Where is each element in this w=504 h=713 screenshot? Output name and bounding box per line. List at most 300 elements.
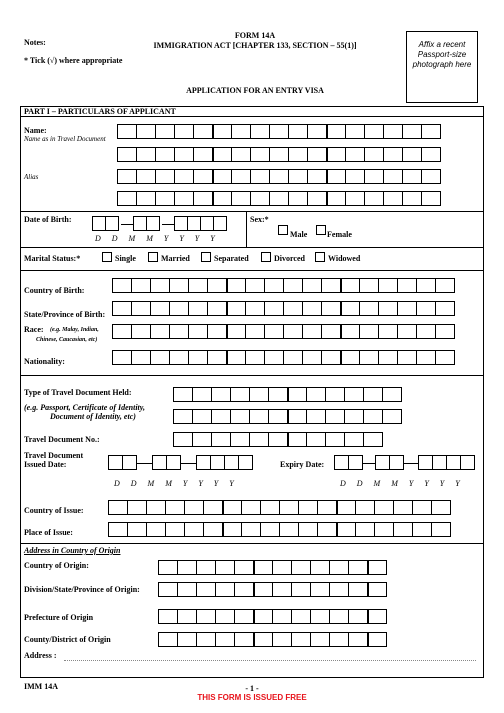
char-box[interactable]	[212, 169, 232, 184]
char-box[interactable]	[264, 350, 284, 365]
char-box[interactable]	[177, 560, 197, 575]
char-box[interactable]	[397, 278, 417, 293]
char-box[interactable]	[435, 350, 455, 365]
char-box[interactable]	[241, 522, 261, 537]
char-box[interactable]	[402, 147, 422, 162]
char-box[interactable]	[288, 191, 308, 206]
marital-separated-checkbox[interactable]	[201, 252, 211, 262]
char-box[interactable]	[131, 350, 151, 365]
char-box[interactable]	[264, 278, 284, 293]
expiry-year-boxes[interactable]	[418, 455, 475, 470]
char-box[interactable]	[174, 169, 194, 184]
char-box[interactable]	[165, 522, 185, 537]
char-box[interactable]	[108, 522, 128, 537]
char-box[interactable]	[446, 455, 461, 470]
char-box[interactable]	[158, 632, 178, 647]
char-box[interactable]	[112, 324, 132, 339]
char-box[interactable]	[416, 278, 436, 293]
char-box[interactable]	[146, 216, 160, 231]
char-box[interactable]	[291, 582, 311, 597]
marital-divorced-checkbox[interactable]	[261, 252, 271, 262]
char-box[interactable]	[393, 500, 413, 515]
char-box[interactable]	[193, 191, 213, 206]
char-box[interactable]	[329, 582, 349, 597]
char-box[interactable]	[184, 522, 204, 537]
expiry-day-boxes[interactable]	[334, 455, 363, 470]
char-box[interactable]	[402, 124, 422, 139]
char-box[interactable]	[250, 169, 270, 184]
char-box[interactable]	[325, 432, 345, 447]
char-box[interactable]	[136, 124, 156, 139]
char-box[interactable]	[329, 560, 349, 575]
char-box[interactable]	[345, 147, 365, 162]
char-box[interactable]	[192, 409, 212, 424]
char-box[interactable]	[136, 147, 156, 162]
char-box[interactable]	[131, 301, 151, 316]
char-box[interactable]	[253, 632, 273, 647]
name-boxes-2[interactable]	[117, 147, 441, 162]
sex-female-checkbox[interactable]	[316, 225, 326, 235]
char-box[interactable]	[378, 324, 398, 339]
char-box[interactable]	[133, 216, 147, 231]
char-box[interactable]	[383, 191, 403, 206]
char-box[interactable]	[249, 409, 269, 424]
char-box[interactable]	[272, 632, 292, 647]
char-box[interactable]	[188, 278, 208, 293]
char-box[interactable]	[231, 124, 251, 139]
char-box[interactable]	[317, 500, 337, 515]
char-box[interactable]	[348, 582, 368, 597]
travel-doc-type-boxes-2[interactable]	[173, 409, 402, 424]
char-box[interactable]	[196, 582, 216, 597]
char-box[interactable]	[402, 169, 422, 184]
char-box[interactable]	[260, 522, 280, 537]
char-box[interactable]	[253, 560, 273, 575]
char-box[interactable]	[364, 147, 384, 162]
char-box[interactable]	[173, 387, 193, 402]
char-box[interactable]	[418, 455, 433, 470]
char-box[interactable]	[200, 216, 214, 231]
char-box[interactable]	[222, 500, 242, 515]
dob-day-boxes[interactable]	[92, 216, 119, 231]
char-box[interactable]	[155, 124, 175, 139]
char-box[interactable]	[364, 124, 384, 139]
char-box[interactable]	[359, 278, 379, 293]
char-box[interactable]	[298, 500, 318, 515]
char-box[interactable]	[234, 582, 254, 597]
sex-male-checkbox[interactable]	[278, 225, 288, 235]
char-box[interactable]	[310, 609, 330, 624]
char-box[interactable]	[169, 301, 189, 316]
char-box[interactable]	[112, 350, 132, 365]
char-box[interactable]	[250, 191, 270, 206]
char-box[interactable]	[302, 350, 322, 365]
state-birth-boxes[interactable]	[112, 301, 455, 316]
char-box[interactable]	[345, 124, 365, 139]
char-box[interactable]	[344, 409, 364, 424]
char-box[interactable]	[127, 500, 147, 515]
country-origin-boxes[interactable]	[158, 560, 387, 575]
char-box[interactable]	[155, 191, 175, 206]
address-line[interactable]	[64, 660, 476, 661]
char-box[interactable]	[326, 191, 346, 206]
char-box[interactable]	[226, 278, 246, 293]
char-box[interactable]	[421, 169, 441, 184]
char-box[interactable]	[340, 301, 360, 316]
char-box[interactable]	[230, 387, 250, 402]
char-box[interactable]	[193, 169, 213, 184]
char-box[interactable]	[310, 632, 330, 647]
char-box[interactable]	[150, 301, 170, 316]
char-box[interactable]	[112, 278, 132, 293]
char-box[interactable]	[155, 147, 175, 162]
char-box[interactable]	[212, 147, 232, 162]
char-box[interactable]	[329, 609, 349, 624]
char-box[interactable]	[307, 124, 327, 139]
char-box[interactable]	[174, 191, 194, 206]
char-box[interactable]	[283, 278, 303, 293]
char-box[interactable]	[288, 147, 308, 162]
country-birth-boxes[interactable]	[112, 278, 455, 293]
char-box[interactable]	[364, 191, 384, 206]
county-boxes[interactable]	[158, 632, 387, 647]
char-box[interactable]	[150, 278, 170, 293]
char-box[interactable]	[288, 124, 308, 139]
char-box[interactable]	[222, 522, 242, 537]
char-box[interactable]	[291, 560, 311, 575]
char-box[interactable]	[288, 169, 308, 184]
char-box[interactable]	[136, 169, 156, 184]
dob-month-boxes[interactable]	[133, 216, 160, 231]
char-box[interactable]	[158, 560, 178, 575]
char-box[interactable]	[245, 324, 265, 339]
char-box[interactable]	[231, 147, 251, 162]
char-box[interactable]	[226, 324, 246, 339]
char-box[interactable]	[169, 350, 189, 365]
char-box[interactable]	[340, 278, 360, 293]
char-box[interactable]	[310, 582, 330, 597]
char-box[interactable]	[283, 350, 303, 365]
char-box[interactable]	[169, 324, 189, 339]
char-box[interactable]	[383, 147, 403, 162]
char-box[interactable]	[211, 409, 231, 424]
char-box[interactable]	[224, 455, 239, 470]
char-box[interactable]	[382, 387, 402, 402]
char-box[interactable]	[212, 124, 232, 139]
char-box[interactable]	[196, 560, 216, 575]
char-box[interactable]	[238, 455, 253, 470]
char-box[interactable]	[367, 609, 387, 624]
marital-single-checkbox[interactable]	[102, 252, 112, 262]
char-box[interactable]	[112, 301, 132, 316]
char-box[interactable]	[249, 387, 269, 402]
char-box[interactable]	[117, 147, 137, 162]
char-box[interactable]	[321, 301, 341, 316]
char-box[interactable]	[302, 324, 322, 339]
division-boxes[interactable]	[158, 582, 387, 597]
char-box[interactable]	[306, 387, 326, 402]
char-box[interactable]	[298, 522, 318, 537]
char-box[interactable]	[203, 500, 223, 515]
char-box[interactable]	[203, 522, 223, 537]
char-box[interactable]	[226, 301, 246, 316]
char-box[interactable]	[184, 500, 204, 515]
char-box[interactable]	[382, 409, 402, 424]
char-box[interactable]	[326, 124, 346, 139]
char-box[interactable]	[393, 522, 413, 537]
char-box[interactable]	[250, 124, 270, 139]
char-box[interactable]	[435, 324, 455, 339]
char-box[interactable]	[268, 409, 288, 424]
char-box[interactable]	[158, 609, 178, 624]
char-box[interactable]	[269, 191, 289, 206]
char-box[interactable]	[306, 432, 326, 447]
char-box[interactable]	[321, 278, 341, 293]
char-box[interactable]	[211, 387, 231, 402]
char-box[interactable]	[177, 582, 197, 597]
char-box[interactable]	[92, 216, 106, 231]
char-box[interactable]	[193, 124, 213, 139]
char-box[interactable]	[421, 191, 441, 206]
char-box[interactable]	[122, 455, 137, 470]
char-box[interactable]	[196, 609, 216, 624]
char-box[interactable]	[146, 522, 166, 537]
char-box[interactable]	[383, 124, 403, 139]
char-box[interactable]	[431, 522, 451, 537]
char-box[interactable]	[158, 582, 178, 597]
char-box[interactable]	[249, 432, 269, 447]
char-box[interactable]	[131, 278, 151, 293]
char-box[interactable]	[402, 191, 422, 206]
char-box[interactable]	[187, 216, 201, 231]
char-box[interactable]	[234, 560, 254, 575]
char-box[interactable]	[215, 609, 235, 624]
char-box[interactable]	[345, 191, 365, 206]
char-box[interactable]	[193, 147, 213, 162]
char-box[interactable]	[421, 124, 441, 139]
char-box[interactable]	[291, 609, 311, 624]
char-box[interactable]	[177, 632, 197, 647]
char-box[interactable]	[334, 455, 349, 470]
char-box[interactable]	[207, 278, 227, 293]
char-box[interactable]	[383, 169, 403, 184]
char-box[interactable]	[174, 147, 194, 162]
char-box[interactable]	[253, 582, 273, 597]
char-box[interactable]	[108, 455, 123, 470]
char-box[interactable]	[230, 409, 250, 424]
char-box[interactable]	[174, 124, 194, 139]
char-box[interactable]	[117, 169, 137, 184]
char-box[interactable]	[374, 500, 394, 515]
char-box[interactable]	[169, 278, 189, 293]
char-box[interactable]	[359, 301, 379, 316]
char-box[interactable]	[279, 522, 299, 537]
char-box[interactable]	[329, 632, 349, 647]
char-box[interactable]	[355, 500, 375, 515]
char-box[interactable]	[264, 301, 284, 316]
char-box[interactable]	[272, 609, 292, 624]
char-box[interactable]	[432, 455, 447, 470]
char-box[interactable]	[155, 169, 175, 184]
char-box[interactable]	[207, 324, 227, 339]
photo-box[interactable]	[406, 31, 478, 103]
char-box[interactable]	[363, 409, 383, 424]
char-box[interactable]	[359, 324, 379, 339]
char-box[interactable]	[321, 324, 341, 339]
char-box[interactable]	[264, 324, 284, 339]
char-box[interactable]	[307, 147, 327, 162]
alias-boxes-1[interactable]	[117, 169, 441, 184]
char-box[interactable]	[287, 432, 307, 447]
char-box[interactable]	[177, 609, 197, 624]
race-boxes[interactable]	[112, 324, 455, 339]
char-box[interactable]	[272, 560, 292, 575]
char-box[interactable]	[207, 350, 227, 365]
char-box[interactable]	[210, 455, 225, 470]
char-box[interactable]	[231, 191, 251, 206]
char-box[interactable]	[211, 432, 231, 447]
char-box[interactable]	[317, 522, 337, 537]
char-box[interactable]	[412, 522, 432, 537]
char-box[interactable]	[192, 432, 212, 447]
char-box[interactable]	[367, 582, 387, 597]
char-box[interactable]	[196, 632, 216, 647]
issued-year-boxes[interactable]	[196, 455, 253, 470]
char-box[interactable]	[307, 169, 327, 184]
char-box[interactable]	[435, 278, 455, 293]
char-box[interactable]	[174, 216, 188, 231]
char-box[interactable]	[416, 350, 436, 365]
marital-widowed-checkbox[interactable]	[315, 252, 325, 262]
char-box[interactable]	[340, 324, 360, 339]
char-box[interactable]	[146, 500, 166, 515]
char-box[interactable]	[230, 432, 250, 447]
char-box[interactable]	[268, 432, 288, 447]
char-box[interactable]	[363, 432, 383, 447]
char-box[interactable]	[283, 324, 303, 339]
char-box[interactable]	[196, 455, 211, 470]
char-box[interactable]	[268, 387, 288, 402]
char-box[interactable]	[336, 522, 356, 537]
char-box[interactable]	[397, 324, 417, 339]
char-box[interactable]	[212, 191, 232, 206]
char-box[interactable]	[397, 301, 417, 316]
marital-married-checkbox[interactable]	[148, 252, 158, 262]
expiry-month-boxes[interactable]	[375, 455, 404, 470]
char-box[interactable]	[215, 560, 235, 575]
char-box[interactable]	[105, 216, 119, 231]
char-box[interactable]	[108, 500, 128, 515]
char-box[interactable]	[234, 609, 254, 624]
char-box[interactable]	[215, 582, 235, 597]
char-box[interactable]	[253, 609, 273, 624]
char-box[interactable]	[336, 500, 356, 515]
char-box[interactable]	[364, 169, 384, 184]
nationality-boxes[interactable]	[112, 350, 455, 365]
char-box[interactable]	[348, 560, 368, 575]
travel-doc-no-boxes[interactable]	[173, 432, 383, 447]
char-box[interactable]	[231, 169, 251, 184]
char-box[interactable]	[375, 455, 390, 470]
char-box[interactable]	[241, 500, 261, 515]
char-box[interactable]	[321, 350, 341, 365]
char-box[interactable]	[367, 632, 387, 647]
char-box[interactable]	[226, 350, 246, 365]
dob-year-boxes[interactable]	[174, 216, 227, 231]
char-box[interactable]	[279, 500, 299, 515]
char-box[interactable]	[325, 387, 345, 402]
char-box[interactable]	[215, 632, 235, 647]
char-box[interactable]	[272, 582, 292, 597]
char-box[interactable]	[345, 169, 365, 184]
char-box[interactable]	[374, 522, 394, 537]
char-box[interactable]	[326, 147, 346, 162]
issued-day-boxes[interactable]	[108, 455, 137, 470]
char-box[interactable]	[378, 350, 398, 365]
char-box[interactable]	[291, 632, 311, 647]
char-box[interactable]	[188, 350, 208, 365]
char-box[interactable]	[283, 301, 303, 316]
char-box[interactable]	[269, 147, 289, 162]
char-box[interactable]	[348, 632, 368, 647]
char-box[interactable]	[213, 216, 227, 231]
char-box[interactable]	[234, 632, 254, 647]
char-box[interactable]	[250, 147, 270, 162]
char-box[interactable]	[287, 387, 307, 402]
char-box[interactable]	[326, 169, 346, 184]
prefecture-boxes[interactable]	[158, 609, 387, 624]
char-box[interactable]	[269, 169, 289, 184]
char-box[interactable]	[340, 350, 360, 365]
char-box[interactable]	[166, 455, 181, 470]
char-box[interactable]	[421, 147, 441, 162]
char-box[interactable]	[131, 324, 151, 339]
alias-boxes-2[interactable]	[117, 191, 441, 206]
char-box[interactable]	[397, 350, 417, 365]
char-box[interactable]	[173, 409, 193, 424]
char-box[interactable]	[192, 387, 212, 402]
char-box[interactable]	[416, 301, 436, 316]
char-box[interactable]	[188, 324, 208, 339]
char-box[interactable]	[416, 324, 436, 339]
char-box[interactable]	[117, 124, 137, 139]
char-box[interactable]	[136, 191, 156, 206]
char-box[interactable]	[389, 455, 404, 470]
char-box[interactable]	[344, 387, 364, 402]
char-box[interactable]	[152, 455, 167, 470]
char-box[interactable]	[302, 301, 322, 316]
char-box[interactable]	[165, 500, 185, 515]
char-box[interactable]	[344, 432, 364, 447]
char-box[interactable]	[310, 560, 330, 575]
char-box[interactable]	[359, 350, 379, 365]
char-box[interactable]	[269, 124, 289, 139]
travel-doc-type-boxes-1[interactable]	[173, 387, 402, 402]
country-issue-boxes[interactable]	[108, 500, 451, 515]
issued-month-boxes[interactable]	[152, 455, 181, 470]
char-box[interactable]	[378, 278, 398, 293]
char-box[interactable]	[260, 500, 280, 515]
place-issue-boxes[interactable]	[108, 522, 451, 537]
char-box[interactable]	[245, 278, 265, 293]
char-box[interactable]	[150, 350, 170, 365]
name-boxes-1[interactable]	[117, 124, 441, 139]
char-box[interactable]	[302, 278, 322, 293]
char-box[interactable]	[348, 609, 368, 624]
char-box[interactable]	[188, 301, 208, 316]
char-box[interactable]	[245, 350, 265, 365]
char-box[interactable]	[325, 409, 345, 424]
